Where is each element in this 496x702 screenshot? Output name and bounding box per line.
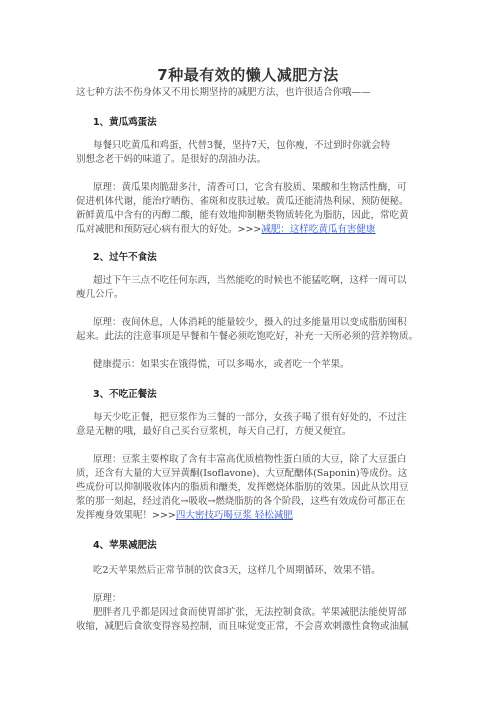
- paragraph-line: 别想念老干妈的味道了。是很好的刮油办法。: [76, 154, 267, 165]
- page-title: 7种最有效的懒人减肥方法: [157, 66, 339, 84]
- paragraph-line: 原理：黄瓜果肉脆甜多汁，清香可口，它含有胶质、果酸和生物活性酶，可: [93, 182, 407, 193]
- paragraph-line: 新鲜黄瓜中含有的丙醇二酸，能有效地抑制糖类物质转化为脂肪，因此，常吃黄: [76, 210, 409, 221]
- paragraph-line: 吃2天苹果然后正常节制的饮食3天，这样几个周期循环，效果不错。: [93, 565, 381, 576]
- intro-text: 这七种方法不伤身体又不用长期坚持的减肥方法，也许很适合你哦——: [76, 87, 371, 98]
- paragraph-line: 瘦几公斤。: [76, 289, 124, 300]
- paragraph-text: 瓜对减肥和预防冠心病有很大的好处。>>>: [76, 224, 262, 235]
- paragraph-line: 每天少吃正餐，把豆浆作为三餐的一部分，女孩子喝了很有好处的，不过注: [93, 412, 407, 423]
- paragraph-line: 起来。此法的注意事项是早餐和午餐必须吃饱吃好，补充一天所必须的营养物质。: [76, 331, 419, 342]
- paragraph-line: 原理：豆浆主要榨取了含有丰富高优质植物性蛋白质的大豆，除了大豆蛋白: [93, 454, 407, 465]
- paragraph-line: 原理：夜间休息，人体消耗的能量较少，摄入的过多能量用以变成脂肪囤积: [93, 317, 407, 328]
- paragraph-text: 发挥瘦身效果呢！>>>: [76, 510, 176, 521]
- link-soy-milk-tips[interactable]: 四大密技巧喝豆浆 轻松减肥: [175, 510, 293, 521]
- section-heading-cucumber-egg: 1、黄瓜鸡蛋法: [93, 117, 157, 128]
- section-heading-no-food-after-noon: 2、过午不食法: [93, 252, 157, 263]
- section-heading-skip-meals: 3、不吃正餐法: [93, 389, 157, 400]
- section-heading-apple-diet: 4、苹果减肥法: [93, 540, 157, 551]
- paragraph-line: [76, 223, 375, 237]
- paragraph-line: 每餐只吃黄瓜和鸡蛋，代替3餐，坚持7天，包你瘦，不过到时你就会特: [93, 140, 391, 151]
- paragraph-line: [76, 509, 293, 523]
- paragraph-line: 些成份可以抑制吸收体内的脂质和醣类，发挥燃烧体脂肪的效果。因此从饮用豆: [76, 482, 409, 493]
- link-cucumber-health[interactable]: 减肥：这样吃黄瓜有害健康: [261, 224, 376, 235]
- paragraph-line: 肥胖者几乎都是因过食而使胃部扩张，无法控制食欲。苹果减肥法能使胃部: [93, 607, 407, 618]
- health-tip: 健康提示：如果实在饿得慌，可以多喝水，或者吃一个苹果。: [93, 359, 350, 370]
- paragraph-line: 意是无糖的哦，最好自己买台豆浆机，每天自己打，方便又便宜。: [76, 426, 352, 437]
- paragraph-line: 质，还含有大量的大豆异黄酮(Isoflavone)、大豆配醣体(Saponin)等成份。这: [76, 468, 408, 479]
- paragraph-line: 促进机体代谢，能治疗晒伤、雀斑和皮肤过敏。黄瓜还能清热利尿、预防便秘。: [76, 196, 409, 207]
- paragraph-line: 浆的那一刻起，经过消化→吸收→燃烧脂肪的各个阶段，这些有效成份可都正在: [76, 496, 406, 507]
- paragraph-line: 超过下午三点不吃任何东西，当然能吃的时候也不能猛吃啊，这样一周可以: [93, 275, 407, 286]
- paragraph-line: 原理：: [93, 593, 122, 604]
- paragraph-line: 收缩，减肥后食欲变得容易控制，而且味觉变正常，不会喜欢刺激性食物或油腻: [76, 621, 409, 632]
